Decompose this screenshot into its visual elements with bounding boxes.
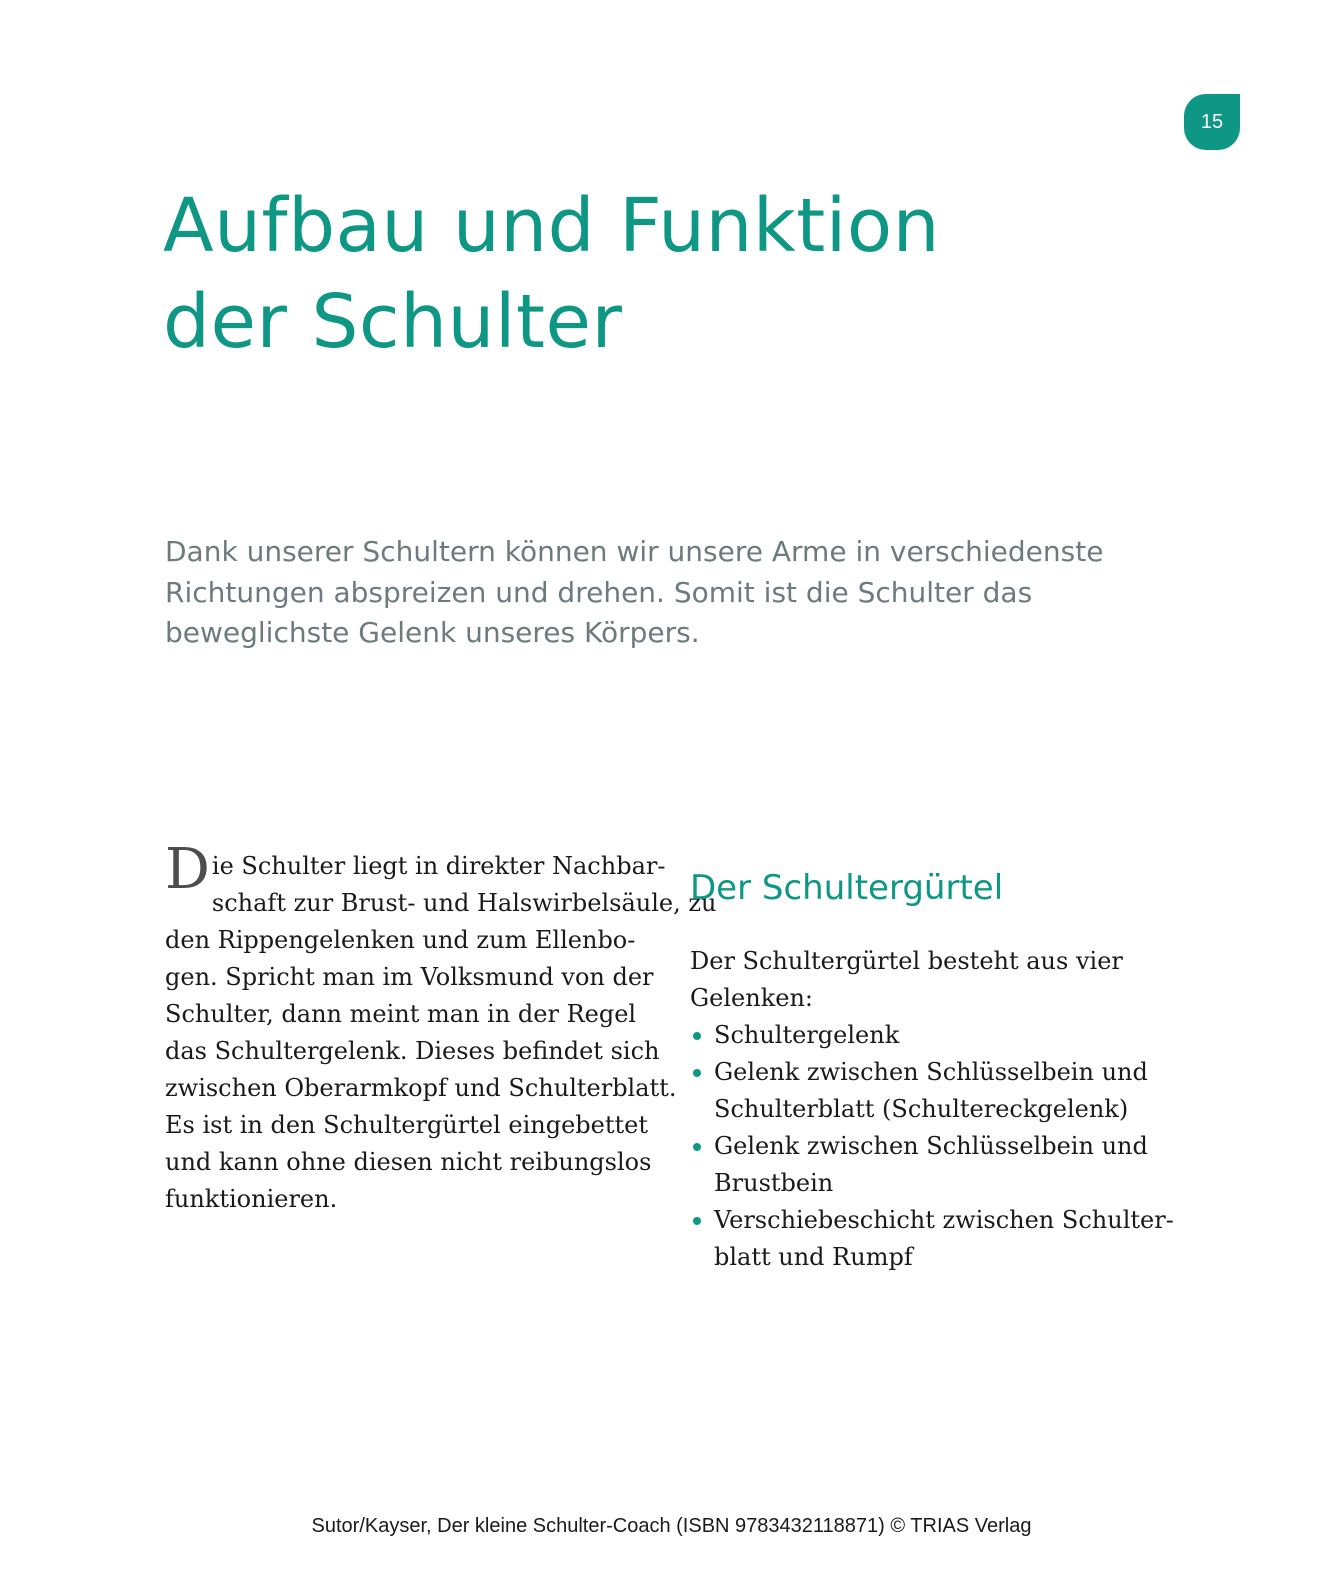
body-line: das Schultergelenk. Dieses befindet sich bbox=[165, 1037, 660, 1065]
page-number-badge: 15 bbox=[1184, 94, 1240, 150]
bullet-icon bbox=[693, 1069, 701, 1077]
page-title bbox=[163, 178, 940, 370]
list-item bbox=[690, 1017, 1160, 1054]
body-line: Es ist in den Schultergürtel eingebettet bbox=[165, 1111, 648, 1139]
drop-cap: D bbox=[165, 837, 210, 902]
body-line: funktionieren. bbox=[165, 1185, 338, 1213]
body-paragraph-left bbox=[165, 837, 717, 1218]
list-item bbox=[690, 1202, 1174, 1276]
body-line: schaft zur Brust- und Halswirbelsäule, zu bbox=[211, 889, 717, 917]
intro-paragraph bbox=[165, 532, 1165, 654]
joint-list bbox=[690, 1017, 1174, 1276]
intro-line: Dank unserer Schultern können wir unsere Arme in verschiedenste bbox=[165, 535, 1104, 568]
list-item-line: Gelenk zwischen Schlüsselbein und bbox=[714, 1058, 1148, 1086]
body-line: ie Schulter liegt in direkter Nachbar- bbox=[211, 852, 666, 880]
list-item bbox=[690, 1128, 1160, 1202]
intro-line: beweglichste Gelenk unseres Körpers. bbox=[165, 616, 700, 649]
footer-citation: Sutor/Kayser, Der kleine Schulter-Coach (ISBN 9783432118871) © TRIAS Verlag bbox=[311, 1515, 1032, 1537]
body-line: Gelenken: bbox=[690, 984, 813, 1012]
section-heading: Der Schultergürtel bbox=[690, 868, 1004, 908]
page-title-line-1: Aufbau und Funktion bbox=[163, 183, 941, 269]
bullet-icon bbox=[693, 1217, 701, 1225]
body-line: Schulter, dann meint man in der Regel bbox=[165, 1000, 637, 1028]
list-item-line: blatt und Rumpf bbox=[714, 1243, 913, 1271]
body-paragraph-right bbox=[690, 943, 1174, 1276]
body-line: gen. Spricht man im Volksmund von der bbox=[165, 963, 654, 991]
bullet-icon bbox=[693, 1032, 701, 1040]
intro-line: Richtungen abspreizen und drehen. Somit ist die Schulter das bbox=[165, 575, 1033, 609]
list-item-line: Schultergelenk bbox=[714, 1021, 900, 1049]
list-item-line: Schulterblatt (Schultereckgelenk) bbox=[714, 1095, 1129, 1123]
list-item-line: Verschiebeschicht zwischen Schulter- bbox=[714, 1206, 1174, 1234]
body-line: zwischen Oberarmkopf und Schulterblatt. bbox=[165, 1074, 677, 1102]
page-title-line-2: der Schulter bbox=[163, 279, 623, 365]
body-line: Der Schultergürtel besteht aus vier bbox=[690, 947, 1123, 975]
body-line: und kann ohne diesen nicht reibungslos bbox=[165, 1148, 652, 1176]
list-item bbox=[690, 1054, 1160, 1128]
bullet-icon bbox=[693, 1143, 701, 1151]
body-line: den Rippengelenken und zum Ellenbo- bbox=[165, 926, 636, 954]
list-item-line: Gelenk zwischen Schlüsselbein und bbox=[714, 1132, 1148, 1160]
list-item-line: Brustbein bbox=[714, 1169, 834, 1197]
